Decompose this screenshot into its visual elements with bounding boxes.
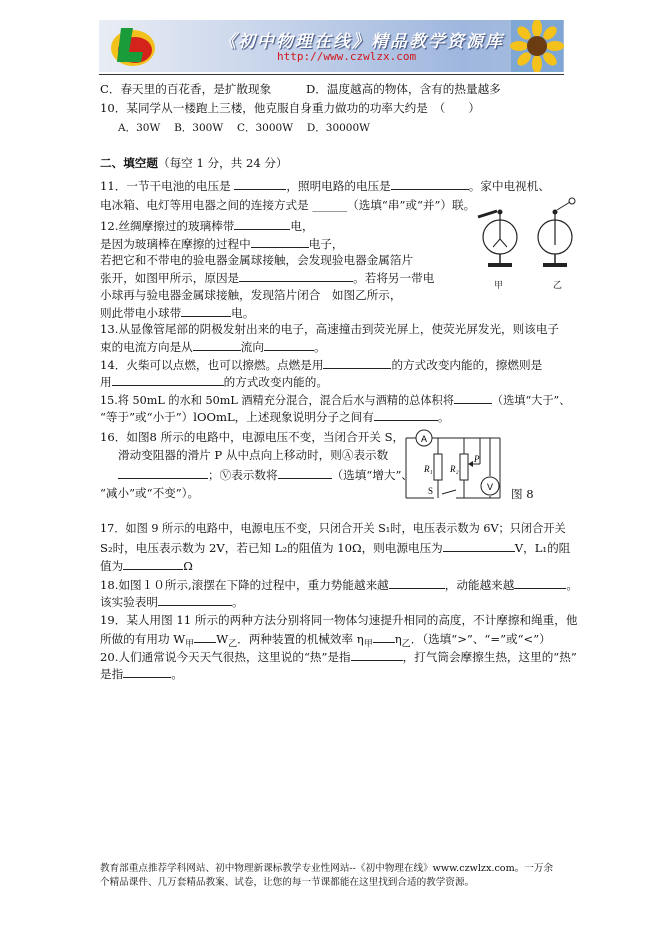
blank-q12-1[interactable] (234, 218, 290, 230)
q19-sub-jia-2: 甲 (363, 639, 373, 650)
q14-text-b: 的方式改变内能的，擦燃则是 (391, 358, 543, 372)
blank-q17-2[interactable] (123, 558, 183, 570)
section-note: （每空 1 分，共 24 分） (157, 156, 288, 170)
q16-line3 (118, 467, 413, 482)
blank-q16-1[interactable] (118, 467, 208, 479)
q12-line1 (100, 218, 314, 233)
fig8-caption: 图 8 (511, 487, 534, 501)
q16-line4: “减小”或“不变”）。 (100, 486, 200, 500)
q19-line1: 19．某人用图 11 所示的两种方法分别将同一物体匀速提升相同的高度，不计摩擦和绳重，他 (100, 613, 578, 627)
blank-q15-2[interactable] (374, 409, 438, 421)
blank-q12-2[interactable] (251, 236, 309, 248)
q20-text-c: 是指 (100, 667, 124, 681)
q14-text-a: 14．火柴可以点燃，也可以擦燃。点燃是用 (100, 358, 324, 372)
q15-text-a: 15.将 50mL 的水和 50mL 酒精充分混合，混合后水与酒精的总体积将 (100, 394, 454, 407)
electroscope-yi (538, 198, 575, 267)
q10-options: A．30W B．300W C．3000W D．30000W (118, 122, 370, 134)
q18-text-d: 该实验表明 (100, 595, 158, 609)
q17-text-b: S₂时，电压表示数为 2V，若已知 L₂的阻值为 10Ω，则电源电压为 (100, 541, 443, 555)
q12-text-i: 则此带电小球带 (100, 306, 182, 320)
q17-line1: 17．如图 9 所示的电路中，电源电压不变，只闭合开关 S₁时，电压表示数为 6V；只闭合开关 (100, 522, 566, 535)
q12-text-c: 是因为玻璃棒在摩擦的过程中 (100, 237, 251, 251)
circuit-figure-8 (398, 426, 508, 506)
blank-q11-1[interactable] (234, 178, 286, 190)
q15-line2 (100, 409, 449, 424)
q14-line2 (100, 374, 328, 389)
q12-text-f: 张开，如图甲所示，原因是 (100, 271, 240, 285)
blank-q14-1[interactable] (323, 357, 391, 369)
blank-q15-1[interactable] (454, 392, 492, 404)
q15-text-b: （选填“大于”、 (491, 394, 571, 407)
q13-line2 (100, 339, 326, 354)
q20-line1 (100, 649, 577, 664)
blank-q16-2[interactable] (278, 467, 332, 479)
footer-line2: 个精品课件、几万套精品教案、试卷，让您的每一节课都能在这里找到合适的教学资源。 (100, 877, 475, 888)
q13-text-d: 。 (313, 340, 326, 354)
q17-text-e: Ω (183, 559, 193, 573)
r2-label: R₂ (450, 464, 459, 474)
site-banner (99, 20, 564, 72)
q18-text-c: 。 (566, 578, 578, 592)
q20-text-d: 。 (171, 667, 183, 681)
q12-line3: 若把它和不带电的验电器金属球接触，会发现验电器金属箔片 (100, 253, 414, 267)
blank-q19-1[interactable] (194, 631, 216, 643)
q13-text-c: 流向 (240, 340, 264, 354)
q12-text-a: 12.丝绸摩擦过的玻璃棒带 (100, 219, 235, 233)
q10-stem: 10．某同学从一楼跑上三楼，他克服自身重力做功的功率大约是 （ ） (100, 101, 480, 115)
q16-line2: 滑动变阻器的滑片 P 从中点向上移动时，则Ⓐ表示数 (118, 448, 389, 462)
slider-p-label: P (474, 454, 480, 464)
voltmeter-label: V (486, 482, 494, 492)
blank-q13-1[interactable] (193, 339, 241, 351)
q14-line1 (100, 357, 542, 372)
q19-text-f: ．（选填“>”、“=”或“<”） (410, 632, 551, 646)
q11-line2: 电冰箱、电灯等用电器之间的连接方式是 ______（选填“串”或“并”）联。 (100, 198, 476, 212)
blank-q14-2[interactable] (112, 374, 224, 386)
label-yi: 乙 (553, 281, 563, 291)
q20-text-b: ，打气筒会摩擦生热，这里的“热” (402, 650, 577, 664)
q18-line2 (100, 594, 244, 609)
q18-text-e: 。 (231, 595, 244, 609)
blank-q12-3[interactable] (239, 270, 353, 282)
q12-line2 (100, 236, 344, 251)
blank-q11-2[interactable] (391, 178, 469, 190)
q19-sub-yi-1: 乙 (228, 639, 238, 650)
q19-text-c: W (216, 632, 229, 646)
sunflower-image (511, 20, 563, 72)
q12-text-j: 电。 (231, 306, 255, 320)
q19-text-d: ．两种装置的机械效率 η (237, 632, 364, 646)
blank-q17-1[interactable] (443, 540, 515, 552)
ammeter-label: A (420, 434, 428, 444)
q9-options-cd: C．春天里的百花香，是扩散现象 D．温度越高的物体，含有的热量越多 (100, 82, 501, 96)
q16-text-d: （选填“增大”、 (331, 468, 413, 482)
label-jia: 甲 (494, 281, 504, 291)
header-rule (99, 74, 564, 75)
q17-line3 (100, 558, 193, 573)
q18-line1 (100, 577, 578, 592)
q19-text-b: 所做的有用功 W (100, 632, 186, 646)
electroscope-jia (478, 210, 517, 268)
q19-text-e: η (394, 632, 402, 646)
q17-line2 (100, 540, 570, 555)
q16-line1: 16．如图8 所示的电路中，电源电压不变，当闭合开关 S， (100, 430, 405, 444)
section-fill-blank-heading (100, 156, 288, 170)
q15-text-c: “等于”或“小于”）lOOmL，上述现象说明分子之间有 (100, 410, 374, 424)
q12-text-d: 电子， (308, 237, 344, 251)
electroscope-figures (470, 205, 580, 275)
q19-sub-yi-2: 乙 (401, 639, 411, 650)
q13-line1: 13.从显像管尾部的阴极发射出来的电子，高速撞击到荧光屏上，使荧光屏发光，则该电子 (100, 322, 560, 336)
q17-text-c: V，L₁的阻 (514, 541, 571, 555)
q18-text-b: ，动能越来越 (444, 578, 515, 592)
blank-q20-1[interactable] (351, 649, 403, 661)
switch-label: S (428, 486, 434, 496)
blank-q12-4[interactable] (181, 305, 231, 317)
r1-label: R₁ (424, 464, 433, 474)
q15-line1 (100, 392, 570, 408)
q15-text-d: 。 (437, 410, 450, 424)
blank-q19-2[interactable] (373, 631, 395, 643)
blank-q18-3[interactable] (158, 594, 232, 606)
site-logo (107, 22, 159, 70)
blank-q20-2[interactable] (123, 666, 171, 678)
q14-text-d: 的方式改变内能的。 (223, 375, 328, 389)
blank-q18-1[interactable] (389, 577, 445, 589)
q12-line4 (100, 270, 434, 285)
q17-text-d: 值为 (100, 559, 124, 573)
q18-text-a: 18.如图１０所示,滚摆在下降的过程中，重力势能越来越 (100, 578, 389, 592)
q11-text-a: 11．一节干电池的电压是 (100, 179, 231, 193)
q11-text-b: ，照明电路的电压是 (286, 179, 391, 193)
q14-text-c: 用 (100, 375, 112, 389)
q12-line5: 小球再与验电器金属球接触，发现箔片闭合 如图乙所示， (100, 288, 402, 302)
q11-line1 (100, 178, 550, 193)
section-title: 二、填空题 (100, 156, 158, 170)
q19-sub-jia-1: 甲 (185, 639, 195, 650)
q20-line2 (100, 666, 183, 681)
blank-q18-2[interactable] (514, 577, 566, 589)
q12-line6 (100, 305, 254, 320)
blank-q13-2[interactable] (264, 339, 314, 351)
footer-line1: 教育部重点推荐学科网站、初中物理新课标教学专业性网站--《初中物理在线》www.czwlzx.com。一万余 (100, 863, 554, 874)
banner-title: 《初中物理在线》精品教学资源库 (219, 32, 504, 52)
q13-text-b: 束的电流方向是从 (100, 340, 193, 354)
q11-text-c: 。家中电视机、 (468, 179, 550, 193)
q12-text-g: 。若将另一带电 (353, 271, 435, 285)
q12-text-b: 电， (290, 219, 314, 233)
q16-text-c: ；Ⓥ表示数将 (208, 468, 278, 482)
banner-url[interactable]: http://www.czwlzx.com (277, 50, 417, 63)
q20-text-a: 20.人们通常说今天天气很热，这里说的“热”是指 (100, 650, 351, 664)
